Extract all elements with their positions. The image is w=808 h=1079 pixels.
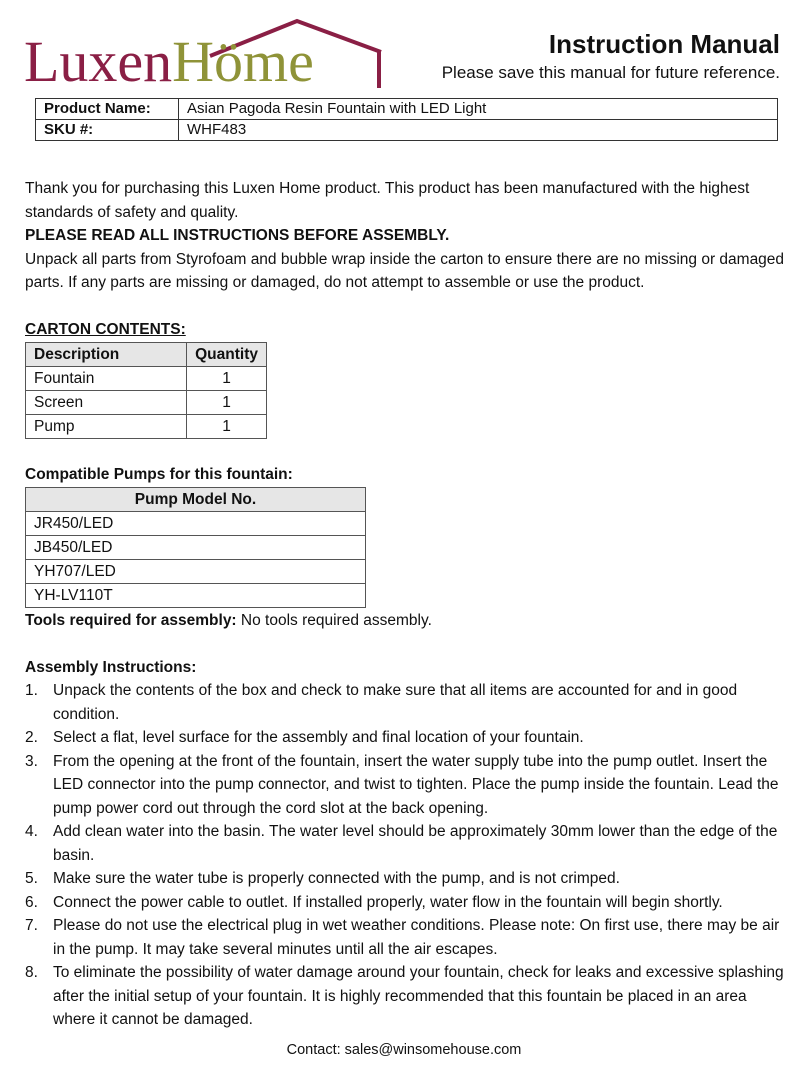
list-item	[25, 750, 785, 821]
pump-model-column-header: Pump Model No.	[26, 488, 366, 512]
table-row	[26, 512, 366, 536]
step-number: 8.	[25, 964, 38, 981]
quantity-column-header: Quantity	[187, 343, 267, 367]
table-row	[26, 536, 366, 560]
item-description: Pump	[26, 415, 187, 439]
list-item	[25, 867, 785, 891]
step-text: Please do not use the electrical plug in wet weather conditions. Please note: On first use, there may be air in the pump. It may take several minutes until all the air escapes.	[53, 917, 780, 958]
table-header-row	[26, 343, 267, 367]
sku-row	[36, 120, 778, 141]
assembly-heading: Assembly Instructions:	[25, 659, 197, 676]
item-quantity: 1	[187, 367, 267, 391]
page-subtitle: Please save this manual for future reference.	[441, 63, 780, 82]
list-item	[25, 891, 785, 915]
step-text: Make sure the water tube is properly connected with the pump, and is not crimped.	[53, 870, 620, 887]
description-column-header: Description	[26, 343, 187, 367]
unpack-text: Unpack all parts from Styrofoam and bubble wrap inside the carton to ensure there are no missing or damaged parts. If any parts are missing or damaged, do not attempt to assemble or use the product.	[25, 250, 785, 291]
step-number: 7.	[25, 917, 38, 934]
brand-wordmark	[24, 29, 314, 94]
carton-contents-heading: CARTON CONTENTS:	[25, 321, 186, 338]
step-number: 2.	[25, 729, 38, 746]
brand-name-part2: Höme	[172, 29, 314, 94]
assembly-steps-list	[25, 679, 785, 1032]
read-instructions-warning: PLEASE READ ALL INSTRUCTIONS BEFORE ASSEMBLY.	[25, 227, 450, 244]
intro-section	[25, 177, 785, 295]
compatible-pumps-heading: Compatible Pumps for this fountain:	[25, 466, 293, 483]
list-item	[25, 679, 785, 726]
header	[442, 28, 780, 84]
step-number: 4.	[25, 823, 38, 840]
step-number: 5.	[25, 870, 38, 887]
pump-model: YH707/LED	[26, 560, 366, 584]
step-text: Connect the power cable to outlet. If installed properly, water flow in the fountain will begin shortly.	[53, 893, 723, 911]
table-header-row	[26, 488, 366, 512]
item-description: Screen	[26, 391, 187, 415]
contact-footer: Contact: sales@winsomehouse.com	[286, 1042, 522, 1058]
carton-contents-table	[25, 342, 267, 439]
table-row	[26, 415, 267, 439]
step-number: 1.	[25, 682, 38, 699]
item-quantity: 1	[187, 415, 267, 439]
item-description: Fountain	[26, 367, 187, 391]
sku-value: WHF483	[179, 120, 778, 141]
thank-you-text: Thank you for purchasing this Luxen Home product. This product has been manufactured with the highest standards of safety and quality.	[25, 180, 750, 221]
table-row	[26, 560, 366, 584]
tools-label: Tools required for assembly:	[25, 612, 237, 629]
tools-required	[25, 609, 785, 633]
step-text: From the opening at the front of the fountain, insert the water supply tube into the pump outlet. Insert the LED connector into the pump connector, and twist to tighten. Place the pump inside the fountain. Lead the pump power cord out through the cord slot at the back opening.	[53, 752, 779, 817]
list-item	[25, 914, 785, 961]
step-number: 6.	[25, 893, 38, 911]
product-name-value: Asian Pagoda Resin Fountain with LED Light	[179, 99, 778, 120]
step-text: Select a flat, level surface for the assembly and final location of your fountain.	[53, 729, 584, 746]
list-item	[25, 820, 785, 867]
compatible-pumps-table	[25, 487, 366, 608]
table-row	[26, 391, 267, 415]
item-quantity: 1	[187, 391, 267, 415]
product-name-row	[36, 99, 778, 120]
table-row	[26, 367, 267, 391]
step-text: Add clean water into the basin. The water level should be approximately 30mm lower than the edge of the basin.	[53, 823, 778, 864]
step-text: Unpack the contents of the box and check to make sure that all items are accounted for and in good condition.	[53, 682, 738, 723]
brand-name-part1: Luxen	[24, 29, 173, 94]
step-text: To eliminate the possibility of water damage around your fountain, check for leaks and excessive splashing after the initial setup of your fountain. It is highly recommended that this fountain be placed in an area where it cannot be damaged.	[53, 964, 784, 1028]
pump-model: JR450/LED	[26, 512, 366, 536]
product-info-table	[35, 98, 778, 141]
tools-value: No tools required assembly.	[240, 612, 432, 629]
sku-label: SKU #:	[36, 120, 179, 141]
brand-logo	[24, 14, 386, 92]
step-number: 3.	[25, 752, 38, 770]
list-item	[25, 726, 785, 750]
page-title: Instruction Manual	[548, 29, 780, 59]
pump-model: JB450/LED	[26, 536, 366, 560]
list-item	[25, 961, 785, 1032]
table-row	[26, 584, 366, 608]
product-name-label: Product Name:	[36, 99, 179, 120]
pump-model: YH-LV110T	[26, 584, 366, 608]
